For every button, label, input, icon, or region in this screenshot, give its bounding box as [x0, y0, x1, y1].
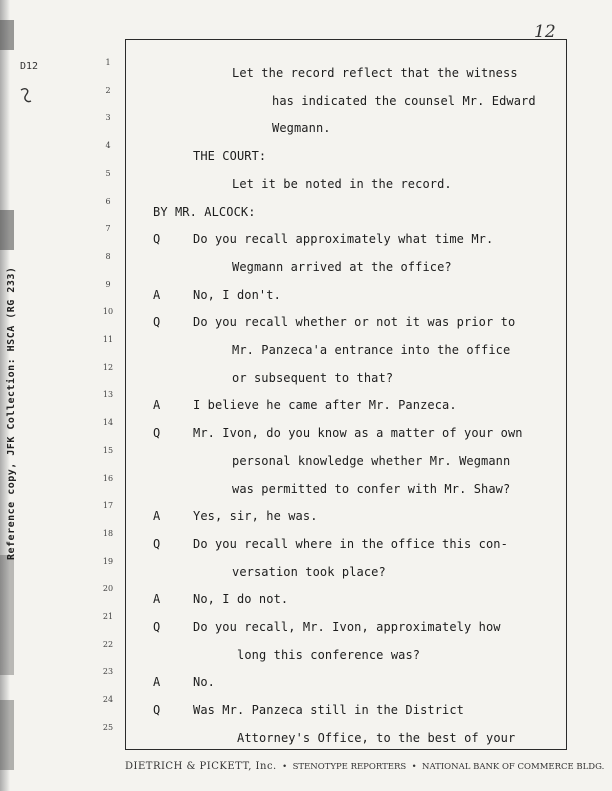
line-number: 10 — [102, 307, 114, 317]
question-marker: Q — [153, 315, 161, 330]
answer-marker: A — [153, 675, 161, 690]
line-number: 3 — [105, 113, 111, 123]
footer-firm: DIETRICH & PICKETT, Inc. — [125, 761, 277, 772]
transcript-line: BY MR. ALCOCK: — [153, 204, 256, 219]
transcript-line: Wegmann arrived at the office? — [232, 259, 452, 274]
answer-marker: A — [153, 509, 161, 524]
transcript-line: long this conference was? — [237, 647, 421, 662]
line-number: 25 — [102, 722, 114, 732]
question-marker: Q — [153, 426, 161, 441]
page-number: 12 — [534, 22, 556, 42]
line-number: 18 — [102, 528, 114, 538]
answer-marker: A — [153, 398, 161, 413]
line-number: 16 — [102, 473, 114, 483]
transcript-line: was permitted to confer with Mr. Shaw? — [232, 481, 511, 496]
line-number: 19 — [102, 556, 114, 566]
question-marker: Q — [153, 536, 161, 551]
scan-artifact — [0, 20, 14, 50]
scan-artifact — [0, 555, 14, 675]
transcript-line: I believe he came after Mr. Panzeca. — [193, 398, 457, 413]
transcript-line: No, I do not. — [193, 592, 289, 607]
transcript-line: Let the record reflect that the witness — [232, 66, 518, 80]
line-number: 6 — [105, 196, 111, 206]
page-id: D12 — [20, 61, 39, 72]
line-number: 2 — [105, 85, 111, 95]
transcript-line: Let it be noted in the record. — [232, 176, 452, 191]
question-marker: Q — [153, 620, 161, 634]
transcript-line: has indicated the counsel Mr. Edward — [272, 93, 536, 108]
line-number: 11 — [102, 335, 114, 344]
line-number: 13 — [102, 390, 114, 400]
transcript-line: No. — [193, 675, 215, 690]
pen-mark-icon — [18, 86, 34, 106]
answer-marker: A — [153, 592, 161, 607]
transcript-line: versation took place? — [232, 564, 386, 579]
transcript-line: Attorney's Office, to the best of your — [237, 730, 516, 745]
side-stamp — [6, 266, 17, 560]
line-number: 9 — [105, 279, 111, 289]
line-number: 8 — [105, 251, 111, 261]
transcript-line: or subsequent to that? — [232, 370, 394, 385]
transcript-line: Was Mr. Panzeca still in the District — [193, 703, 465, 718]
scan-artifact — [0, 210, 14, 250]
transcript-line: Do you recall where in the office this con- — [193, 536, 508, 551]
transcript-line: Do you recall, Mr. Ivon, approximately how — [193, 620, 501, 634]
line-number: 15 — [102, 445, 114, 455]
line-number: 17 — [102, 501, 114, 511]
reporter-footer — [125, 761, 605, 772]
line-number: 12 — [102, 362, 114, 372]
transcript-line: Mr. Ivon, do you know as a matter of your own — [193, 426, 523, 441]
transcript-line: Yes, sir, he was. — [193, 509, 318, 524]
footer-service: STENOTYPE REPORTERS — [292, 762, 407, 772]
transcript-line: No, I don't. — [193, 287, 281, 302]
line-number: 5 — [105, 168, 111, 178]
line-number: 20 — [102, 584, 114, 594]
transcript-line: personal knowledge whether Mr. Wegmann — [232, 453, 511, 468]
footer-separator: • — [282, 762, 288, 772]
line-number: 22 — [102, 639, 114, 649]
line-number: 7 — [105, 224, 111, 234]
footer-address: NATIONAL BANK OF COMMERCE BLDG. — [422, 762, 605, 772]
transcript-line: Wegmann. — [272, 121, 331, 136]
line-number: 4 — [105, 141, 111, 151]
line-number: 24 — [102, 695, 114, 705]
line-number: 14 — [102, 418, 114, 428]
answer-marker: A — [153, 287, 161, 302]
line-number: 1 — [105, 58, 111, 67]
transcript-frame — [125, 39, 567, 750]
transcript-line: THE COURT: — [193, 149, 267, 164]
transcript-line: Do you recall whether or not it was prior to — [193, 315, 516, 330]
transcript-line: Do you recall approximately what time Mr. — [193, 232, 494, 247]
question-marker: Q — [153, 232, 161, 247]
line-number: 23 — [102, 667, 114, 677]
line-number: 21 — [102, 612, 114, 621]
footer-separator: • — [411, 762, 417, 772]
transcript-line: Mr. Panzeca'a entrance into the office — [232, 343, 511, 357]
side-stamp-text: Reference copy, JFK Collection: HSCA (RG 233) — [6, 266, 17, 560]
question-marker: Q — [153, 703, 161, 718]
scan-artifact — [0, 700, 14, 770]
